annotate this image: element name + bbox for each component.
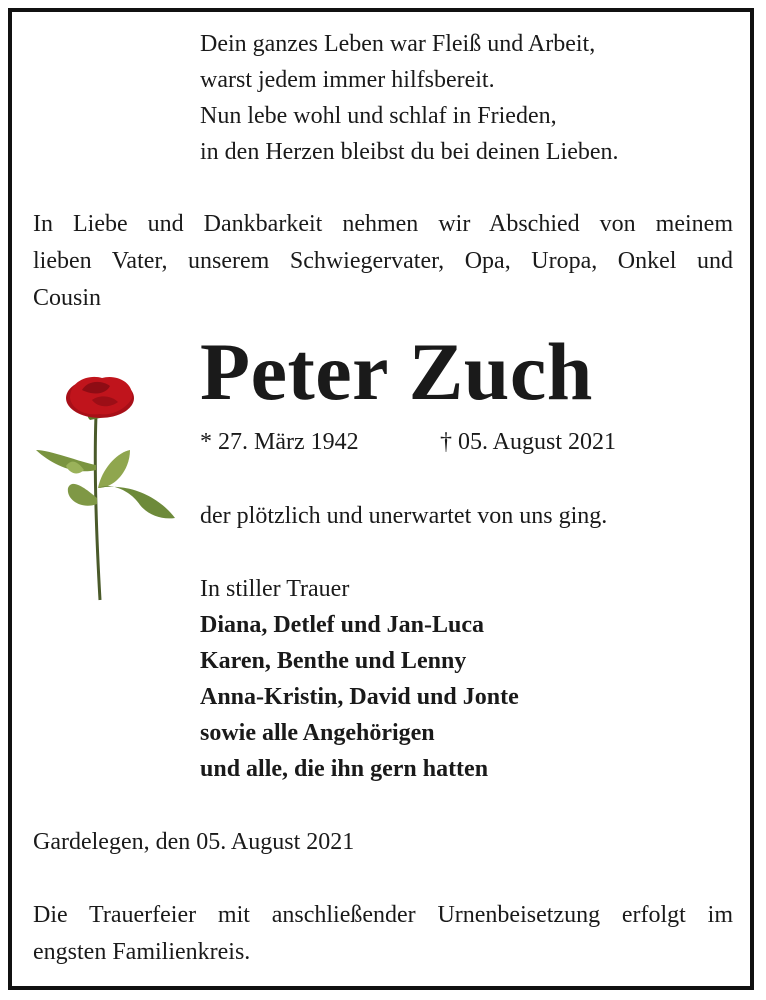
poem-line: Nun lebe wohl und schlaf in Frieden,: [200, 103, 557, 129]
passing-note: der plötzlich und unerwartet von uns ging.: [200, 503, 608, 529]
mourner-name: und alle, die ihn gern hatten: [200, 756, 489, 782]
poem-line: warst jedem immer hilfsbereit.: [200, 67, 495, 93]
birth-date: * 27. März 1942: [200, 429, 359, 455]
poem-line: Dein ganzes Leben war Fleiß und Arbeit,: [200, 31, 596, 57]
intro-line: Cousin: [33, 285, 102, 311]
place-date: Gardelegen, den 05. August 2021: [33, 829, 355, 855]
intro-line: lieben Vater, unserem Schwiegervater, Opa, Uropa, Onkel und: [33, 248, 733, 274]
funeral-line: Die Trauerfeier mit anschließender Urnenbeisetzung erfolgt im: [33, 902, 733, 928]
rose-icon: [30, 370, 180, 605]
mourner-name: Karen, Benthe und Lenny: [200, 648, 467, 674]
deceased-name: Peter Zuch: [200, 326, 593, 417]
mourners-heading: In stiller Trauer: [200, 576, 350, 602]
death-date: † 05. August 2021: [440, 429, 617, 455]
poem-line: in den Herzen bleibst du bei deinen Lieben.: [200, 139, 619, 165]
mourner-name: Anna-Kristin, David und Jonte: [200, 684, 519, 710]
mourner-name: Diana, Detlef und Jan-Luca: [200, 612, 485, 638]
intro-line: In Liebe und Dankbarkeit nehmen wir Abschied von meinem: [33, 211, 733, 237]
mourner-name: sowie alle Angehörigen: [200, 720, 435, 746]
funeral-line: engsten Familienkreis.: [33, 939, 251, 965]
